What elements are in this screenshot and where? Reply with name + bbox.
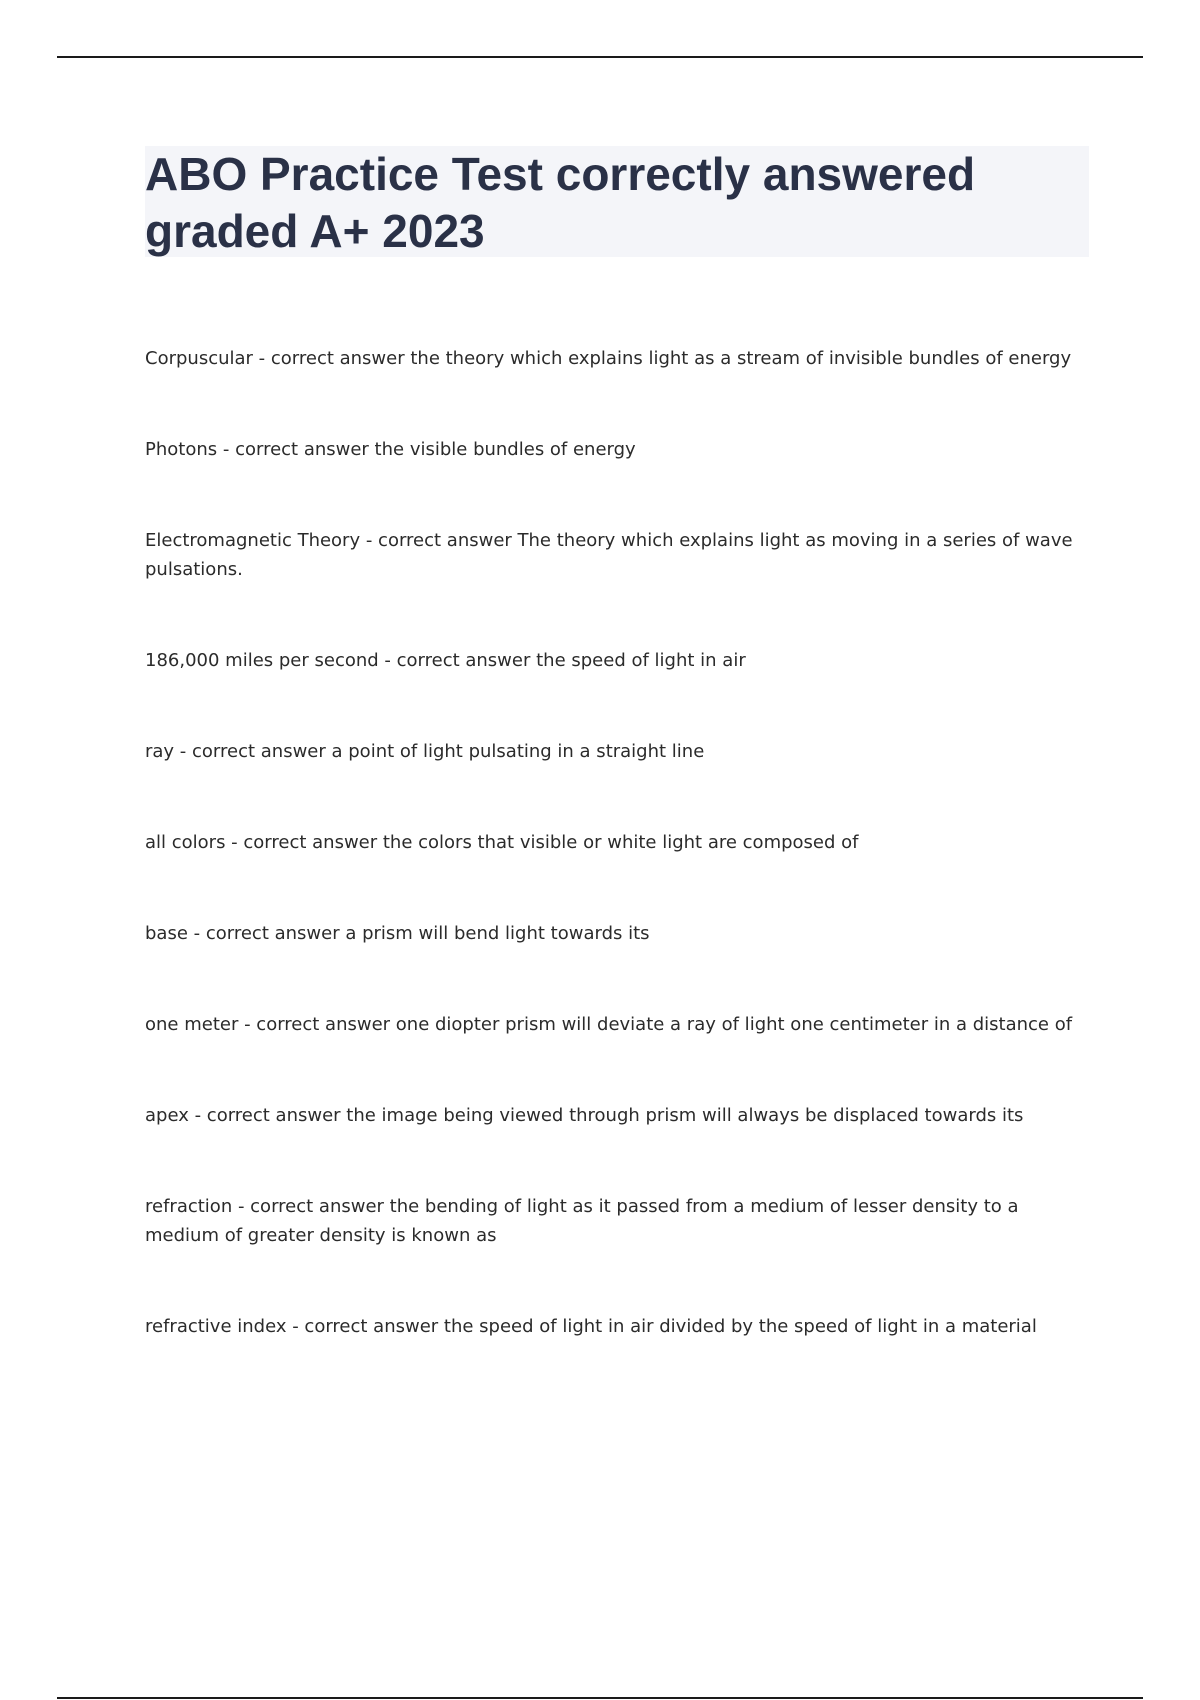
top-rule — [57, 56, 1143, 58]
qa-item: Corpuscular - correct answer the theory which explains light as a stream of invisible bundles of energy — [145, 348, 1072, 369]
qa-item: 186,000 miles per second - correct answer the speed of light in air — [145, 650, 746, 671]
qa-list — [145, 344, 1085, 1341]
qa-item: ray - correct answer a point of light pulsating in a straight line — [145, 741, 705, 762]
title-block — [145, 146, 1089, 257]
qa-item: one meter - correct answer one diopter prism will deviate a ray of light one centimeter in a distance of — [145, 1014, 1073, 1035]
qa-item: refractive index - correct answer the speed of light in air divided by the speed of light in a material — [145, 1316, 1037, 1337]
qa-item: all colors - correct answer the colors that visible or white light are composed of — [145, 832, 859, 853]
document-title: ABO Practice Test correctly answered graded A+ 2023 — [145, 148, 976, 257]
qa-item: Electromagnetic Theory - correct answer The theory which explains light as moving in a series of wave pulsations. — [145, 530, 1073, 580]
bottom-rule — [57, 1697, 1143, 1699]
qa-item: apex - correct answer the image being viewed through prism will always be displaced towards its — [145, 1105, 1024, 1126]
qa-item: refraction - correct answer the bending of light as it passed from a medium of lesser density to a medium of greater density is known as — [145, 1196, 1019, 1246]
qa-item: Photons - correct answer the visible bundles of energy — [145, 439, 636, 460]
qa-item: base - correct answer a prism will bend light towards its — [145, 923, 650, 944]
